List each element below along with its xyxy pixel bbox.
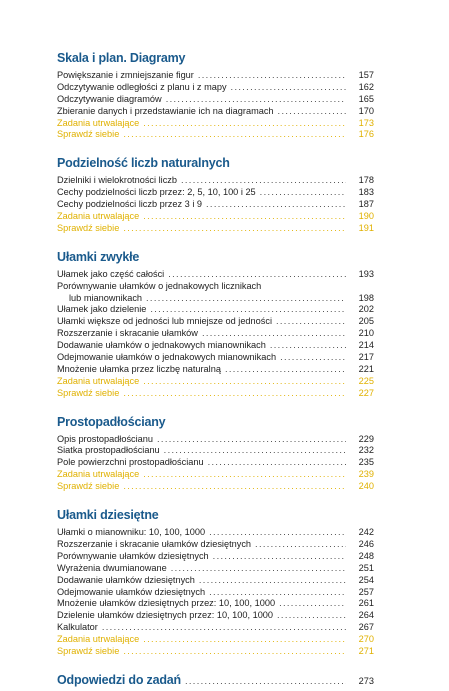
dot-leader [123,129,346,141]
dot-leader [255,539,346,551]
entry-label: Rozszerzanie i skracanie ułamków [57,328,198,339]
entry-page: 190 [358,211,374,222]
toc-entry[interactable] [57,199,374,211]
entry-label: Odczytywanie diagramów [57,93,162,104]
toc-entry[interactable] [57,187,374,199]
toc-entry-self-check[interactable] [57,223,374,235]
entry-label: Porównywanie ułamków o jednakowych licznikach [57,280,262,291]
entry-label: Sprawdź siebie [57,222,120,233]
entry-page: 270 [358,634,374,645]
toc-entry-review[interactable] [57,469,374,481]
entry-label: Wyrażenia dwumianowane [57,562,167,573]
toc-entry[interactable] [57,106,374,118]
entry-page: 221 [358,363,374,374]
entry-page: 191 [358,222,374,233]
dot-leader [181,175,346,187]
dot-leader [202,328,346,340]
toc-entry[interactable] [57,94,374,106]
toc-entry[interactable] [57,352,374,364]
entry-page: 210 [358,328,374,339]
entry-page: 165 [358,93,374,104]
answers-label: Odpowiedzi do zadań [57,672,181,687]
dot-leader [277,610,346,622]
entry-page: 242 [358,527,374,538]
dot-leader [199,575,346,587]
toc-entry-self-check[interactable] [57,129,374,141]
dot-leader [150,304,346,316]
entry-label: Sprawdź siebie [57,481,120,492]
entry-page: 232 [358,445,374,456]
toc-entry-review[interactable] [57,376,374,388]
dot-leader [278,106,346,118]
entry-label: Cechy podzielności liczb przez 3 i 9 [57,199,203,210]
dot-leader [260,187,346,199]
dot-leader [168,269,346,281]
entry-label: Ułamki o mianowniku: 10, 100, 1000 [57,527,206,538]
toc-section-divisibility [57,153,374,234]
dot-leader [123,388,346,400]
toc-entry[interactable] [57,316,374,328]
dot-leader [143,118,346,130]
entry-page: 257 [358,586,374,597]
dot-leader [231,82,346,94]
entry-label: Opis prostopadłościanu [57,433,154,444]
toc-entry[interactable] [57,269,374,281]
dot-leader [171,563,346,575]
dot-leader [206,199,346,211]
entry-label: Rozszerzanie i skracanie ułamków dziesiętnych [57,538,252,549]
entry-label: Sprawdź siebie [57,129,120,140]
entry-label: Sprawdź siebie [57,387,120,398]
dot-leader [280,352,346,364]
entry-page: 176 [358,129,374,140]
entry-label: Zadania utrwalające [57,117,140,128]
dot-leader [143,634,346,646]
entry-label: Sprawdź siebie [57,645,120,656]
entry-page: 225 [358,375,374,386]
entry-label: Dzielniki i wielokrotności liczb [57,175,177,186]
toc-entry[interactable] [57,281,374,293]
entry-page: 227 [358,387,374,398]
entry-label: Pole powierzchni prostopadłościanu [57,457,204,468]
toc-entry[interactable] [57,539,374,551]
toc-section-scale-diagrams [57,48,374,141]
entry-page: 229 [358,433,374,444]
answers-page: 273 [358,675,374,686]
entry-label: Zadania utrwalające [57,375,140,386]
entry-label: Zadania utrwalające [57,634,140,645]
toc-entry[interactable] [57,610,374,622]
entry-label: Mnożenie ułamków dziesiętnych przez: 10, 100, 1000 [57,598,276,609]
dot-leader [209,587,346,599]
entry-label: Ułamki większe od jedności lub mniejsze od jedności [57,316,272,327]
toc-entry-self-check[interactable] [57,481,374,493]
dot-leader [225,364,346,376]
entry-label: lub mianownikach [69,292,143,303]
dot-leader [102,622,346,634]
entry-label: Ułamek jako część całości [57,268,165,279]
entry-page: 264 [358,610,374,621]
entry-label: Powiększanie i zmniejszanie figur [57,70,194,80]
toc-entry[interactable] [57,598,374,610]
entry-label: Mnożenie ułamka przez liczbę naturalną [57,363,221,374]
entry-page: 271 [358,645,374,656]
entry-page: 157 [358,70,374,80]
entry-page: 251 [358,562,374,573]
toc-entry-answers[interactable] [57,670,374,690]
entry-label: Dodawanie ułamków dziesiętnych [57,574,195,585]
entry-page: 198 [358,292,374,303]
entry-page: 173 [358,117,374,128]
entry-page: 246 [358,538,374,549]
table-of-contents [57,48,374,690]
entry-page: 261 [358,598,374,609]
entry-label: Zadania utrwalające [57,469,140,480]
entry-label: Zadania utrwalające [57,211,140,222]
toc-entry[interactable] [57,551,374,563]
section-title: Skala i plan. Diagramy [57,51,186,65]
toc-entry-review[interactable] [57,118,374,130]
toc-entry[interactable] [57,304,374,316]
dot-leader [157,434,346,446]
toc-entry[interactable] [57,70,374,82]
dot-leader [146,293,346,305]
entry-label: Dzielenie ułamków dziesiętnych przez: 10, 100, 1000 [57,610,274,621]
dot-leader [164,445,346,457]
entry-page: 254 [358,574,374,585]
entry-label: Zbieranie danych i przedstawianie ich na diagramach [57,105,274,116]
entry-label: Kalkulator [57,622,98,633]
dot-leader [279,598,346,610]
entry-page: 248 [358,550,374,561]
dot-leader [185,671,346,691]
entry-page: 205 [358,316,374,327]
entry-label: Porównywanie ułamków dziesiętnych [57,550,209,561]
toc-entry[interactable] [57,587,374,599]
toc-entry[interactable] [57,575,374,587]
dot-leader [208,457,346,469]
entry-page: 170 [358,105,374,116]
toc-entry[interactable] [57,328,374,340]
toc-entry[interactable] [57,82,374,94]
dot-leader [276,316,346,328]
toc-entry[interactable] [57,563,374,575]
dot-leader [270,340,346,352]
toc-entry-review[interactable] [57,634,374,646]
toc-entry[interactable] [57,434,374,446]
toc-entry[interactable] [57,364,374,376]
dot-leader [143,469,346,481]
toc-section-cuboids [57,412,374,493]
entry-page: 239 [358,469,374,480]
dot-leader [209,527,346,539]
entry-label: Cechy podzielności liczb przez: 2, 5, 10, 100 i 25 [57,187,256,198]
entry-page: 235 [358,457,374,468]
toc-entry[interactable] [57,622,374,634]
toc-entry[interactable] [57,175,374,187]
toc-entry[interactable] [57,527,374,539]
entry-page: 214 [358,340,374,351]
toc-section-fractions [57,247,374,400]
dot-leader [123,646,346,658]
toc-entry-self-check[interactable] [57,388,374,400]
section-title: Prostopadłościany [57,414,166,429]
entry-page: 183 [358,187,374,198]
dot-leader [166,94,346,106]
dot-leader [143,211,346,223]
entry-page: 178 [358,175,374,186]
toc-entry[interactable] [57,445,374,457]
entry-page: 187 [358,199,374,210]
toc-entry[interactable] [57,293,374,305]
section-title: Podzielność liczb naturalnych [57,156,230,171]
entry-label: Odejmowanie ułamków dziesiętnych [57,586,206,597]
dot-leader [198,70,346,82]
entry-label: Ułamek jako dzielenie [57,304,147,315]
entry-label: Dodawanie ułamków o jednakowych mianownikach [57,340,266,351]
entry-label: Odejmowanie ułamków o jednakowych mianownikach [57,352,277,363]
dot-leader [123,223,346,235]
dot-leader [123,481,346,493]
toc-entry-self-check[interactable] [57,646,374,658]
entry-page: 267 [358,622,374,633]
section-title: Ułamki zwykłe [57,249,140,264]
toc-entry[interactable] [57,340,374,352]
entry-page: 217 [358,352,374,363]
toc-section-decimals [57,505,374,658]
toc-entry-review[interactable] [57,211,374,223]
section-title: Ułamki dziesiętne [57,508,159,523]
dot-leader [213,551,346,563]
entry-page: 193 [358,268,374,279]
entry-label: Siatka prostopadłościanu [57,445,160,456]
entry-page: 162 [358,81,374,92]
entry-page: 202 [358,304,374,315]
toc-entry[interactable] [57,457,374,469]
entry-page: 240 [358,481,374,492]
entry-label: Odczytywanie odległości z planu i z mapy [57,81,227,92]
dot-leader [143,376,346,388]
